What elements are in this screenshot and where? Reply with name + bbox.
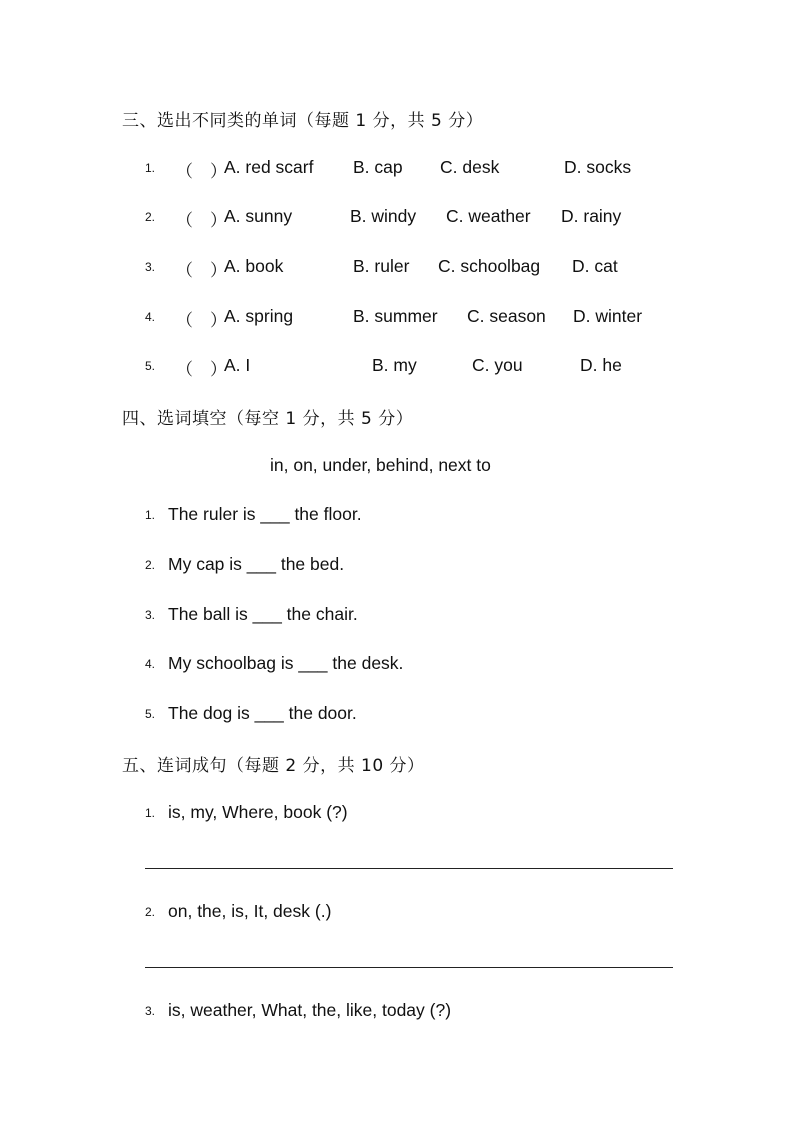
- answer-line[interactable]: [145, 967, 673, 968]
- option-c: C. desk: [440, 157, 500, 177]
- option-c: C. season: [467, 306, 546, 326]
- item-number: 3.: [145, 608, 156, 622]
- answer-blank: （ ）: [176, 311, 227, 330]
- sentence-text: My schoolbag is ___ the desk.: [168, 653, 404, 673]
- option-a: A. book: [224, 256, 284, 276]
- option-a: A. red scarf: [224, 157, 314, 177]
- answer-line[interactable]: [145, 868, 673, 869]
- option-b: B. cap: [353, 157, 403, 177]
- option-a: A. I: [224, 355, 251, 375]
- option-d: D. socks: [564, 157, 632, 177]
- word-bank: in, on, under, behind, next to: [270, 455, 491, 475]
- answer-blank: （ ）: [176, 162, 227, 181]
- option-d: D. cat: [572, 256, 618, 276]
- option-b: B. windy: [350, 206, 417, 226]
- item-number: 2.: [145, 905, 156, 919]
- option-c: C. you: [472, 355, 523, 375]
- item-number: 3.: [145, 1004, 156, 1018]
- option-b: B. my: [372, 355, 417, 375]
- option-c: C. weather: [446, 206, 531, 226]
- option-b: B. ruler: [353, 256, 410, 276]
- item-number: 2.: [145, 558, 156, 572]
- option-d: D. winter: [573, 306, 643, 326]
- answer-blank: （ ）: [176, 211, 227, 230]
- item-number: 4.: [145, 657, 156, 671]
- item-number: 3.: [145, 260, 156, 274]
- answer-blank: （ ）: [176, 360, 227, 379]
- item-number: 2.: [145, 210, 156, 224]
- option-c: C. schoolbag: [438, 256, 541, 276]
- section-4-heading: 四、选词填空（每空 1 分，共 5 分）: [122, 409, 414, 429]
- option-d: D. he: [580, 355, 622, 375]
- sentence-text: The ball is ___ the chair.: [168, 604, 358, 624]
- sentence-text: The ruler is ___ the floor.: [168, 504, 362, 524]
- option-d: D. rainy: [561, 206, 622, 226]
- item-number: 1.: [145, 161, 156, 175]
- section-3-heading: 三、选出不同类的单词（每题 1 分，共 5 分）: [122, 111, 484, 131]
- item-number: 5.: [145, 707, 156, 721]
- option-a: A. spring: [224, 306, 294, 326]
- item-number: 4.: [145, 310, 156, 324]
- word-list: is, my, Where, book (?): [168, 802, 348, 822]
- item-number: 1.: [145, 508, 156, 522]
- sentence-text: My cap is ___ the bed.: [168, 554, 345, 574]
- sentence-text: The dog is ___ the door.: [168, 703, 357, 723]
- option-b: B. summer: [353, 306, 438, 326]
- section-5-heading: 五、连词成句（每题 2 分，共 10 分）: [122, 756, 425, 776]
- item-number: 1.: [145, 806, 156, 820]
- word-list: is, weather, What, the, like, today (?): [168, 1000, 452, 1020]
- item-number: 5.: [145, 359, 156, 373]
- option-a: A. sunny: [224, 206, 293, 226]
- answer-blank: （ ）: [176, 261, 227, 280]
- word-list: on, the, is, It, desk (.): [168, 901, 332, 921]
